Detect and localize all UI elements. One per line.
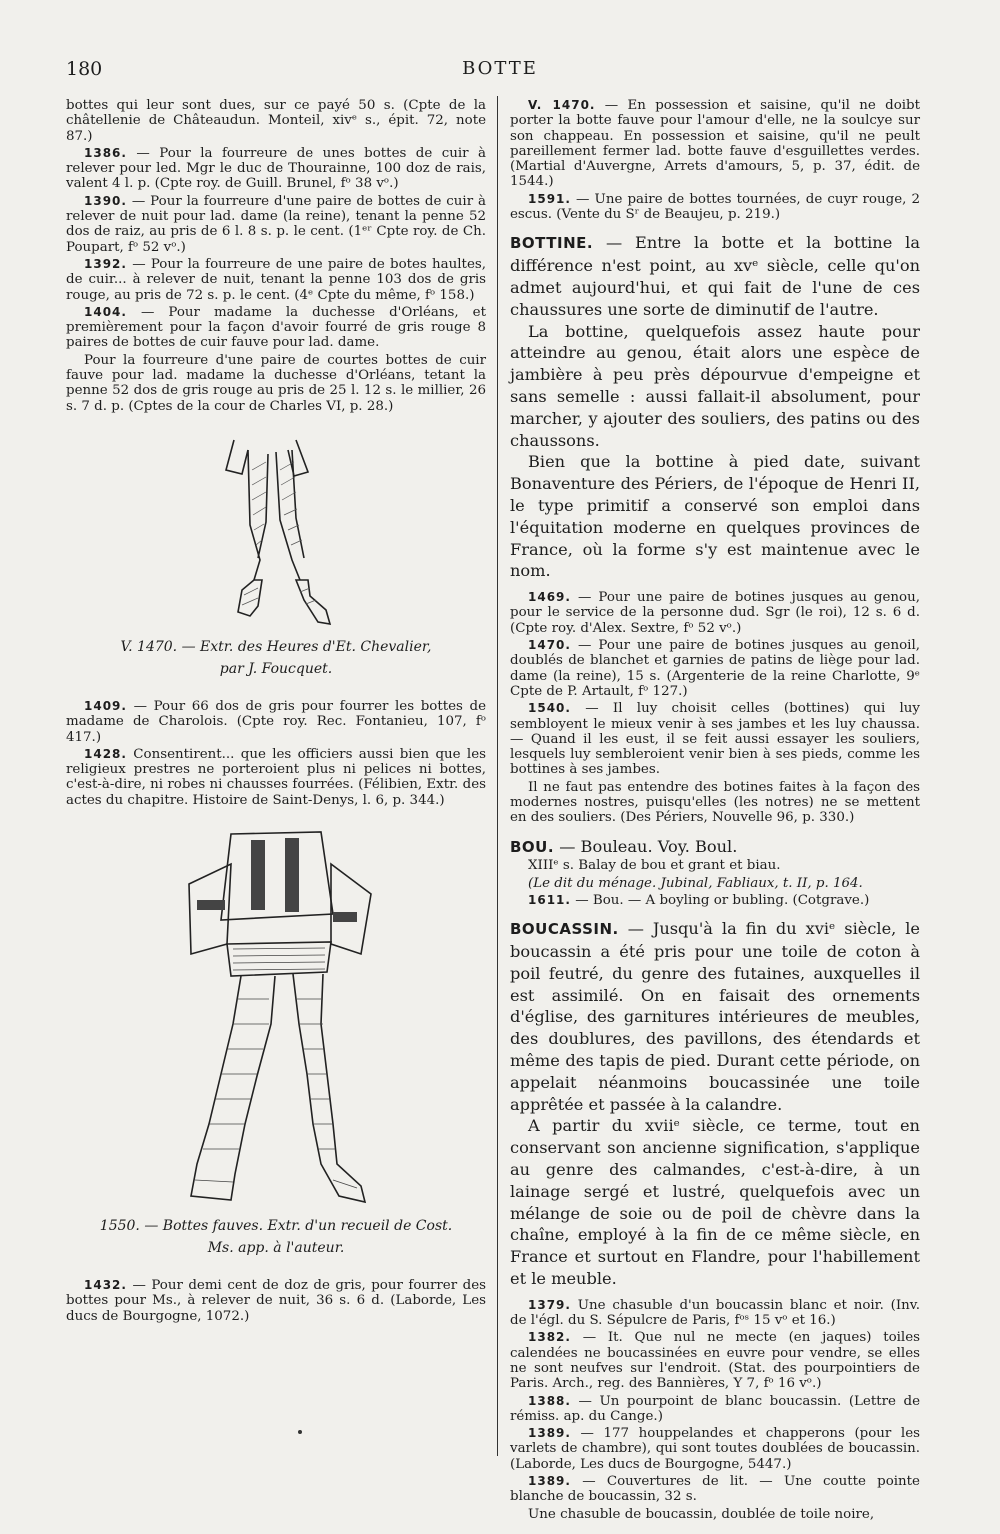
entry-v1470 — [510, 98, 920, 190]
entry-year: 1469. — [528, 590, 571, 605]
entry-text: — Pour la fourreure de une paire de botes haultes, de cuir... à relever de nuit, tenant la penne 103 dos de gris rouge, au pris de 72 s. p. le cent. (4ᵉ Cpte du même, fᵒ 158.) — [66, 256, 486, 303]
headword: BOU. — [510, 837, 555, 856]
quote-text: Balay de bou et grant et biau. — [573, 858, 781, 874]
entry-1404-cont: Pour la fourreure d'une paire de courtes bottes de cuir fauve pour lad. madame la duchesse d'Orléans, tetant la penne 52 dos de gris rouge au pris de 25 l. 12 s. le millier, 26 s. 7 d. p. (Cptes de la cour de Charles VI, p. 28.) — [66, 352, 486, 414]
article-text: — Bouleau. Voy. Boul. — [554, 836, 738, 856]
entry-continuation: bottes qui leur sont dues, sur ce payé 50 s. (Cpte de la châtellenie de Châteaudun. Monteil, xivᵉ s., épit. 72, note 87.) — [66, 98, 486, 144]
entry-text: Consentirent... que les officiers aussi bien que les religieux prestres ne porteroient plus ni pelices ni bottes, c'est-à-dire, ni robes ni chausses fourrées. (Félibien, Extr. des actes du chapitre. Histoire de Saint-Denys, l. 6, p. 344.) — [66, 746, 486, 808]
quote-source: (Le dit du ménage. Jubinal, Fabliaux, t. II, p. 164. — [528, 875, 863, 891]
article-text: — Jusqu'à la fin du xviᵉ siècle, le boucassin a été pris pour une toile de coton à poil feutré, du genre des futaines, auxquelles il est assimilé. On en faisait des ornements d'église, des garnitures intérieures de meubles, des doublures, des pavillons, des étendards et même des tapis de pied. Durant cette période, on appelait néanmoins boucassinée une toile apprêtée et passée à la calandre. — [510, 919, 920, 1114]
entry-year: 1409. — [84, 698, 127, 713]
entry-year: 1386. — [84, 145, 127, 160]
article-text: — Entre la botte et la bottine la différence n'est point, au xvᵉ siècle, celle qu'on admet aujourd'hui, et qui fait de l'une de ces chaussures une sorte de diminutif de l'autre. — [510, 233, 920, 319]
entry-text: — Pour demi cent de doz de gris, pour fourrer des bottes pour Ms., à relever de nuit, 36 s. 6 d. (Laborde, Les ducs de Bourgogne, 1072.) — [66, 1278, 486, 1324]
entry-year: 1591. — [528, 191, 571, 206]
caption-line: Ms. app. à l'auteur. — [207, 1240, 345, 1257]
running-title: BOTTE — [462, 58, 538, 79]
entry-year: 1428. — [84, 746, 127, 761]
entry-1428 — [66, 747, 486, 808]
entry-text: — Bou. — A boyling or bubling. (Cotgrave.) — [570, 892, 870, 908]
entry-text: — Couvertures de lit. — Une coutte pointe blanche de boucassin, 32 s. — [510, 1474, 920, 1505]
entry-year: 1389. — [528, 1474, 571, 1489]
entry-text: — Pour la fourreure d'une paire de bottes de cuir à relever de nuit pour lad. dame (la reine), tenant la penne 52 dos de raiz, au pris de 6 l. 8 s. p. le cent. (1ᵉʳ Cpte roy. de Ch. Poupart, fᵒ 52 vᵒ.) — [66, 193, 486, 255]
entry-text: — Un pourpoint de blanc boucassin. (Lettre de rémiss. ap. du Cange.) — [510, 1393, 920, 1424]
article-bottine — [510, 232, 920, 320]
entry-text: — Une paire de bottes tournées, de cuyr rouge, 2 escus. (Vente du Sʳ de Beaujeu, p. 219.) — [510, 191, 920, 223]
entry-text: — Pour une paire de botines jusques au genou, pour le service de la personne dud. Sgr (le roi), 12 s. 6 d. (Cpte roy. d'Alex. Sextre, fᵒ 52 vᵒ.) — [510, 590, 920, 636]
article-bou — [510, 836, 920, 859]
quote-date: XIIIᵉ s. — [528, 858, 574, 874]
caption-line: V. 1470. — Extr. des Heures d'Et. Chevalier, — [120, 638, 432, 655]
entry-1540-cont: Il ne faut pas entendre des botines faites à la façon des modernes nostres, puisqu'elles (les notres) ne se mettent en des souliers. (Des Périers, Nouvelle 96, p. 330.) — [510, 779, 920, 826]
figure-caption — [66, 637, 486, 657]
entry-1382 — [510, 1330, 920, 1391]
printer-dot — [298, 1430, 302, 1434]
headword: BOUCASSIN. — [510, 920, 619, 939]
entry-1469 — [510, 590, 920, 636]
caption-line: 1550. — Bottes fauves. Extr. d'un recueil de Cost. — [99, 1218, 453, 1235]
entry-1432 — [66, 1278, 486, 1324]
entry-year: V. 1470. — [528, 98, 596, 112]
entry-text: — Pour une paire de botines jusques au genoil, doublés de blanchet et garnies de patins de liège pour lad. dame (la reine), 15 s. (Argenterie de la reine Charlotte, 9ᵉ Cpte de P. Artault, fᵒ 127.) — [510, 638, 920, 699]
entry-year: 1540. — [528, 701, 571, 716]
entry-1611 — [510, 893, 920, 908]
page-header — [0, 58, 1000, 88]
left-column — [66, 98, 486, 1326]
entry-text: Une chasuble d'un boucassin blanc et noir. (Inv. de l'égl. du S. Sépulcre de Paris, fᵒˢ 15 vᵒ et 16.) — [510, 1297, 920, 1329]
entry-year: 1388. — [528, 1393, 571, 1408]
entry-year: 1432. — [84, 1278, 127, 1293]
entry-1386 — [66, 146, 486, 192]
entry-last-line: Une chasuble de boucassin, doublée de toile noire, — [528, 1506, 875, 1522]
article-paragraph: A partir du xviiᵉ siècle, ce terme, tout en conservant son ancienne signification, s'applique au genre des calmandes, c'est-à-dire, à un lainage sergé et lustré, quelquefois avec un mélange de soie ou de poil de chèvre dans la chaîne, employé à la fin de ce même siècle, en France et surtout en Flandre, pour l'habillement et le meuble. — [510, 1116, 920, 1289]
entry-year: 1470. — [528, 638, 571, 653]
figure-caption — [66, 1238, 486, 1258]
entry-text: — Pour 66 dos de gris pour fourrer les bottes de madame de Charolois. (Cpte roy. Rec. Fontanieu, 107, fᵒ 417.) — [66, 698, 486, 745]
entry-year: 1390. — [84, 193, 127, 208]
entry-1404 — [66, 305, 486, 351]
figure-bottes-fauves — [161, 824, 391, 1214]
quote-bou — [510, 858, 920, 873]
right-column — [510, 98, 920, 1524]
entry-1379 — [510, 1298, 920, 1329]
entry-text: — En possession et saisine, qu'il ne doibt porter la botte fauve pour l'amour d'elle, ne la soulcye sur son chappeau. En possession et saisine, qu'il ne peult pareillement fermer lad. botte fauve d'esguillettes verdes. (Martial d'Auvergne, Arrets d'amours, 5, p. 37, édit. de 1544.) — [510, 98, 920, 190]
entry-1409 — [66, 699, 486, 745]
entry-1540 — [510, 701, 920, 777]
entry-1591 — [510, 192, 920, 223]
entry-year: 1379. — [528, 1297, 571, 1312]
entry-year: 1392. — [84, 256, 127, 271]
figure-caption — [66, 659, 486, 679]
column-divider — [497, 96, 498, 1456]
entry-year: 1382. — [528, 1330, 571, 1345]
entry-year: 1389. — [528, 1426, 571, 1441]
figure-legs-bottines — [196, 430, 356, 635]
entry-1389a — [510, 1426, 920, 1472]
entry-1390 — [66, 194, 486, 255]
entry-text: — Pour madame la duchesse d'Orléans, et premièrement pour la façon d'avoir fourré de gris rouge 8 paires de bottes de cuir fauve pour lad. dame. — [66, 304, 486, 351]
entry-1388 — [510, 1394, 920, 1425]
article-paragraph: La bottine, quelquefois assez haute pour atteindre au genou, était alors une espèce de jambière à peu près dépourvue d'empeigne et sans semelle : aussi fallait-il absolument, pour marcher, y ajouter des souliers, des patins ou des chaussons. — [510, 321, 920, 450]
entry-year: 1611. — [528, 892, 571, 907]
headword: BOTTINE. — [510, 234, 594, 253]
entry-text: — Il luy choisit celles (bottines) qui luy sembloyent le mieux venir à ses jambes et les luy chaussa. — Quand il les eust, il se feit aussi essayer les souliers, lesquels luy sembleroient venir bien à ses pieds, comme les bottines à ses jambes. — [510, 701, 920, 778]
entry-1392 — [66, 257, 486, 303]
entry-year: 1404. — [84, 304, 127, 319]
caption-line: par J. Foucquet. — [219, 660, 333, 677]
entry-text: — 177 houppelandes et chapperons (pour les varlets de chambre), qui sont toutes doublées de boucassin. (Laborde, Les ducs de Bourgogne, 5447.) — [510, 1426, 920, 1472]
entry-text: — It. Que nul ne mecte (en jaques) toiles calendées ne boucassinées en euvre pour vendre, se elles ne sont neufves sur l'endroit. (Stat. des pourpointiers de Paris. Arch., reg. des Bannières, Y 7, fᵒ 16 vᵒ.) — [510, 1330, 920, 1392]
entry-text: — Pour la fourreure de unes bottes de cuir à relever pour led. Mgr le duc de Thourainne, 100 doz de rais, valent 4 l. p. (Cpte roy. de Guill. Brunel, fᵒ 38 vᵒ.) — [66, 145, 486, 192]
figure-caption — [66, 1216, 486, 1236]
page-number: 180 — [66, 58, 103, 80]
article-paragraph: Bien que la bottine à pied date, suivant Bonaventure des Périers, de l'époque de Henri II, le type primitif a conservé son emploi dans l'équitation moderne en quelques provinces de France, où la forme s'y est maintenue avec le nom. — [510, 452, 920, 581]
entry-1470 — [510, 638, 920, 699]
article-boucassin — [510, 918, 920, 1115]
entry-1389b — [510, 1474, 920, 1505]
